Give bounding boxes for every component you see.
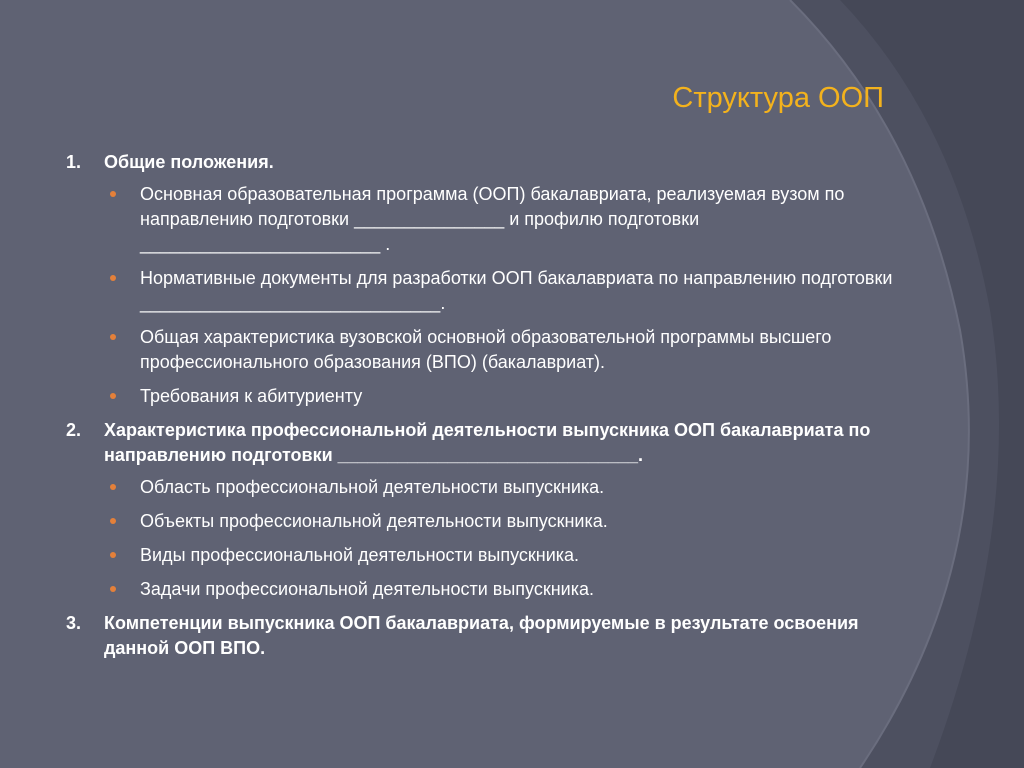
bullet-item bbox=[66, 182, 906, 257]
bullet-text: Общая характеристика вузовской основной образовательной программы высшего профессионального образования (ВПО) (бакалавриат). bbox=[140, 327, 832, 372]
section-2-heading bbox=[66, 418, 906, 468]
bullet-dot-icon bbox=[110, 484, 116, 490]
section-heading: Характеристика профессиональной деятельности выпускника ООП бакалавриата по направлению подготовки ______________________________. bbox=[104, 420, 871, 465]
bullet-item bbox=[66, 509, 906, 534]
bullet-text: Область профессиональной деятельности выпускника. bbox=[140, 477, 605, 497]
bullet-dot-icon bbox=[110, 275, 116, 281]
section-2-bullets bbox=[66, 475, 906, 602]
bullet-text: Виды профессиональной деятельности выпускника. bbox=[140, 545, 580, 565]
bullet-text: Основная образовательная программа (ООП) бакалавриата, реализуемая вузом по направлению подготовки _______________ и профилю подготовки ________________________ . bbox=[140, 184, 845, 254]
bullet-item bbox=[66, 475, 906, 500]
section-number: 1. bbox=[66, 152, 82, 172]
bullet-item bbox=[66, 384, 906, 409]
bullet-item bbox=[66, 543, 906, 568]
section-heading: Общие положения. bbox=[104, 152, 274, 172]
bullet-item bbox=[66, 577, 906, 602]
section-number: 2. bbox=[66, 420, 82, 440]
section-1-heading bbox=[66, 150, 906, 175]
section-1-bullets bbox=[66, 182, 906, 409]
slide-title: Структура ООП bbox=[672, 82, 884, 114]
bullet-text: Нормативные документы для разработки ООП бакалавриата по направлению подготовки ______________________________. bbox=[140, 268, 893, 313]
bullet-text: Объекты профессиональной деятельности выпускника. bbox=[140, 511, 608, 531]
bullet-dot-icon bbox=[110, 552, 116, 558]
slide-content bbox=[66, 150, 906, 668]
bullet-item bbox=[66, 325, 906, 375]
bullet-dot-icon bbox=[110, 191, 116, 197]
bullet-text: Задачи профессиональной деятельности выпускника. bbox=[140, 579, 594, 599]
bullet-text: Требования к абитуриенту bbox=[140, 386, 363, 406]
section-3-heading bbox=[66, 611, 906, 661]
bullet-dot-icon bbox=[110, 518, 116, 524]
bullet-dot-icon bbox=[110, 334, 116, 340]
section-number: 3. bbox=[66, 613, 82, 633]
bullet-item bbox=[66, 266, 906, 316]
bullet-dot-icon bbox=[110, 586, 116, 592]
section-heading: Компетенции выпускника ООП бакалавриата, формируемые в результате освоения данной ООП ВПО. bbox=[104, 613, 859, 658]
bullet-dot-icon bbox=[110, 393, 116, 399]
